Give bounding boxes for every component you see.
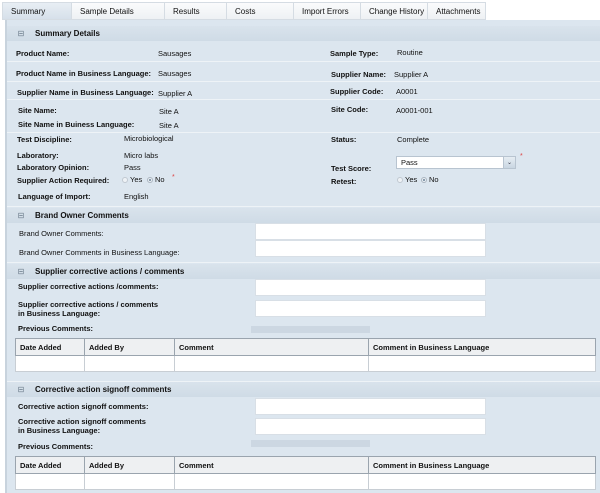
test-discipline-label: Test Discipline: [17, 135, 72, 144]
section-header-summary-details [7, 26, 600, 41]
column-header[interactable]: Added By [85, 339, 175, 356]
column-header[interactable]: Comment in Business Language [369, 339, 596, 356]
sample-type-value: Routine [397, 48, 423, 57]
tab-sample-details[interactable]: Sample Details [72, 2, 165, 20]
product-name-bl-label: Product Name in Business Language: [16, 69, 152, 78]
supplier-corrective-bl-label-2: in Business Language: [18, 309, 101, 318]
required-indicator: * [520, 153, 523, 160]
brand-owner-comments-bl-input[interactable] [255, 240, 486, 257]
site-code-label: Site Code: [331, 105, 369, 114]
retest-no-radio[interactable] [421, 175, 439, 184]
collapse-icon[interactable]: ⊟ [17, 211, 25, 220]
signoff-comments-bl-label-2: in Business Language: [18, 426, 101, 435]
section-title: Supplier corrective actions / comments [35, 267, 185, 276]
radio-label: Yes [130, 175, 143, 184]
laboratory-label: Laboratory: [17, 151, 59, 160]
supplier-corrective-bl-input[interactable] [255, 300, 486, 317]
divider [251, 440, 370, 447]
supplier-corrective-bl-label-1: Supplier corrective actions / comments [18, 300, 159, 309]
column-header[interactable]: Date Added [16, 339, 85, 356]
signoff-comments-label: Corrective action signoff comments: [18, 402, 149, 411]
supplier-previous-comments-table [15, 338, 596, 372]
site-code-value: A0001-001 [396, 106, 433, 115]
lab-opinion-value: Pass [124, 163, 141, 172]
brand-owner-comments-input[interactable] [255, 223, 486, 240]
test-discipline-value: Microbiological [124, 134, 174, 143]
retest-yes-radio[interactable] [397, 175, 417, 184]
radio-icon [421, 177, 427, 183]
supplier-name-value: Supplier A [394, 70, 429, 79]
collapse-icon[interactable]: ⊟ [17, 267, 25, 276]
signoff-comments-input[interactable] [255, 398, 486, 415]
site-name-value: Site A [159, 107, 179, 116]
site-name-bl-value: Site A [159, 121, 179, 130]
supplier-action-no-radio[interactable] [147, 175, 165, 184]
column-header[interactable]: Date Added [16, 457, 85, 474]
chevron-down-icon[interactable]: ⌄ [503, 157, 515, 168]
signoff-previous-comments-table [15, 456, 596, 490]
language-value: English [124, 192, 149, 201]
column-header[interactable]: Added By [85, 457, 175, 474]
product-name-value: Sausages [158, 49, 192, 58]
section-header-brand-owner [7, 208, 600, 223]
tab-costs[interactable]: Costs [227, 2, 294, 20]
divider [251, 326, 370, 333]
radio-label: Yes [405, 175, 418, 184]
supplier-action-label: Supplier Action Required: [17, 176, 110, 185]
tab-change-history[interactable]: Change History [361, 2, 428, 20]
brand-owner-comments-label: Brand Owner Comments: [19, 229, 104, 238]
previous-comments-label: Previous Comments: [18, 442, 94, 451]
sample-type-label: Sample Type: [330, 49, 379, 58]
test-score-selected: Pass [401, 158, 418, 167]
brand-owner-comments-bl-label: Brand Owner Comments in Business Language: [19, 248, 180, 257]
column-header[interactable]: Comment [175, 457, 369, 474]
table-header-row [16, 339, 596, 356]
language-label: Language of Import: [18, 192, 91, 201]
retest-label: Retest: [331, 177, 357, 186]
radio-label: No [155, 175, 165, 184]
section-title: Corrective action signoff comments [35, 385, 172, 394]
test-score-select[interactable] [396, 156, 516, 169]
radio-icon [397, 177, 403, 183]
section-title: Summary Details [35, 29, 100, 38]
product-name-bl-value: Sausages [158, 69, 192, 78]
tab-bar [2, 2, 486, 20]
lab-opinion-label: Laboratory Opinion: [17, 163, 90, 172]
table-header-row [16, 457, 596, 474]
tab-results[interactable]: Results [165, 2, 227, 20]
collapse-icon[interactable]: ⊟ [17, 385, 25, 394]
radio-icon [122, 177, 128, 183]
summary-panel [5, 20, 600, 493]
tab-import-errors[interactable]: Import Errors [294, 2, 361, 20]
tab-attachments[interactable]: Attachments [428, 2, 486, 20]
section-header-supplier-corrective [7, 264, 600, 279]
status-label: Status: [331, 135, 357, 144]
table-row [16, 474, 596, 490]
supplier-name-label: Supplier Name: [331, 70, 387, 79]
supplier-corrective-input[interactable] [255, 279, 486, 296]
tab-summary[interactable]: Summary [2, 2, 72, 20]
signoff-comments-bl-input[interactable] [255, 418, 486, 435]
column-header[interactable]: Comment [175, 339, 369, 356]
supplier-name-bl-value: Supplier A [158, 89, 193, 98]
radio-label: No [429, 175, 439, 184]
column-header[interactable]: Comment in Business Language [369, 457, 596, 474]
section-title: Brand Owner Comments [35, 211, 129, 220]
supplier-code-value: A0001 [396, 87, 418, 96]
radio-icon [147, 177, 153, 183]
signoff-comments-bl-label-1: Corrective action signoff comments [18, 417, 146, 426]
site-name-bl-label: Site Name in Buiness Language: [18, 120, 135, 129]
supplier-name-bl-label: Supplier Name in Business Language: [17, 88, 154, 97]
collapse-icon[interactable]: ⊟ [17, 29, 25, 38]
table-row [16, 356, 596, 372]
supplier-action-yes-radio[interactable] [122, 175, 142, 184]
required-indicator: * [172, 174, 175, 181]
site-name-label: Site Name: [18, 106, 57, 115]
product-name-label: Product Name: [16, 49, 70, 58]
test-score-label: Test Score: [331, 164, 372, 173]
laboratory-value: Micro labs [124, 151, 159, 160]
section-header-signoff [7, 382, 600, 397]
supplier-code-label: Supplier Code: [330, 87, 384, 96]
previous-comments-label: Previous Comments: [18, 324, 94, 333]
supplier-corrective-label: Supplier corrective actions /comments: [18, 282, 159, 291]
status-value: Complete [397, 135, 430, 144]
